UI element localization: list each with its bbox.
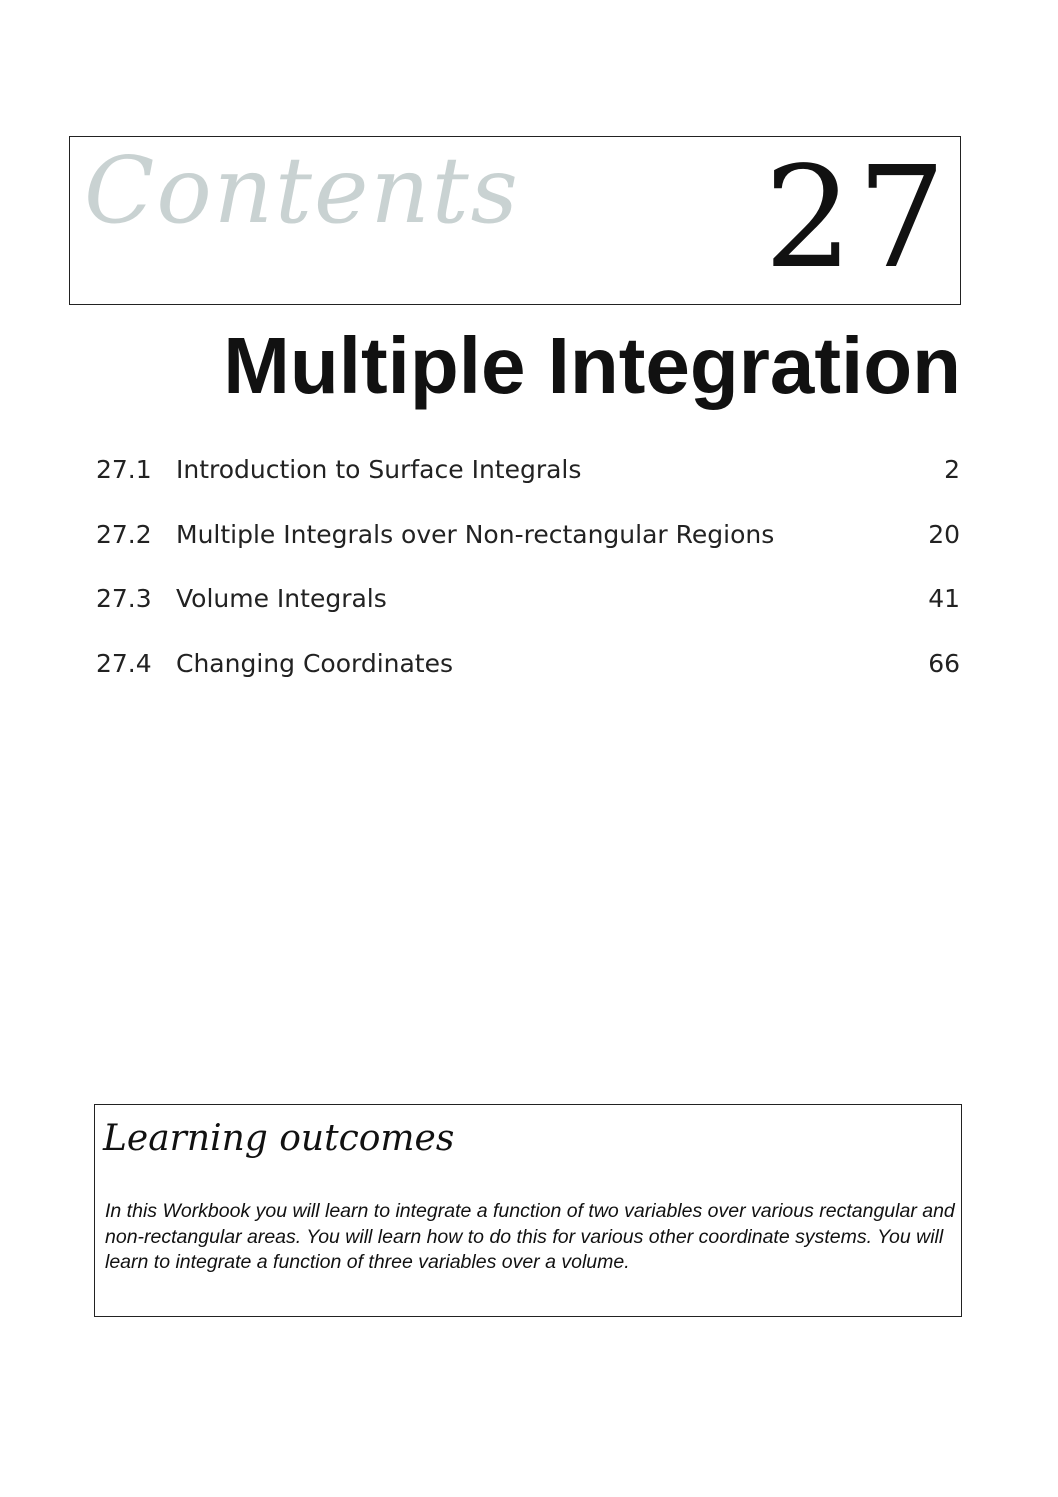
learning-outcomes-text: In this Workbook you will learn to integrate a function of two variables over various rectangular and non-rectangular areas. You will learn how to do this for various other coordinate systems. You will learn to integrate a function of three variables over a volume. — [105, 1200, 955, 1273]
contents-header-box — [69, 136, 961, 305]
toc-entry-page: 20 — [928, 519, 960, 549]
toc-entry-title: Volume Integrals — [176, 584, 387, 613]
chapter-title: Multiple Integration — [223, 321, 961, 410]
toc-entry-number: 27.3 — [96, 584, 152, 613]
toc-entry-number: 27.2 — [96, 519, 152, 549]
toc-entry-page: 41 — [928, 584, 960, 613]
toc-entry-27-3[interactable] — [96, 577, 960, 642]
learning-outcomes-box — [94, 1104, 962, 1317]
learning-outcomes-heading: Learning outcomes — [103, 1118, 455, 1159]
toc-entry-number: 27.4 — [96, 648, 152, 678]
toc-entry-page: 2 — [944, 455, 960, 484]
toc-entry-title: Introduction to Surface Integrals — [176, 455, 582, 484]
toc-entry-title: Multiple Integrals over Non-rectangular Regions — [176, 519, 775, 549]
toc-entry-page: 66 — [928, 648, 960, 678]
toc-entry-number: 27.1 — [96, 455, 152, 484]
toc-entry-27-2[interactable] — [96, 513, 960, 578]
chapter-number: 27 — [763, 137, 950, 300]
toc-entry-27-1[interactable] — [96, 448, 960, 513]
toc-entry-title: Changing Coordinates — [176, 648, 454, 678]
contents-label: Contents — [84, 137, 520, 244]
toc-entry-27-4[interactable] — [96, 642, 960, 707]
table-of-contents — [96, 448, 960, 706]
